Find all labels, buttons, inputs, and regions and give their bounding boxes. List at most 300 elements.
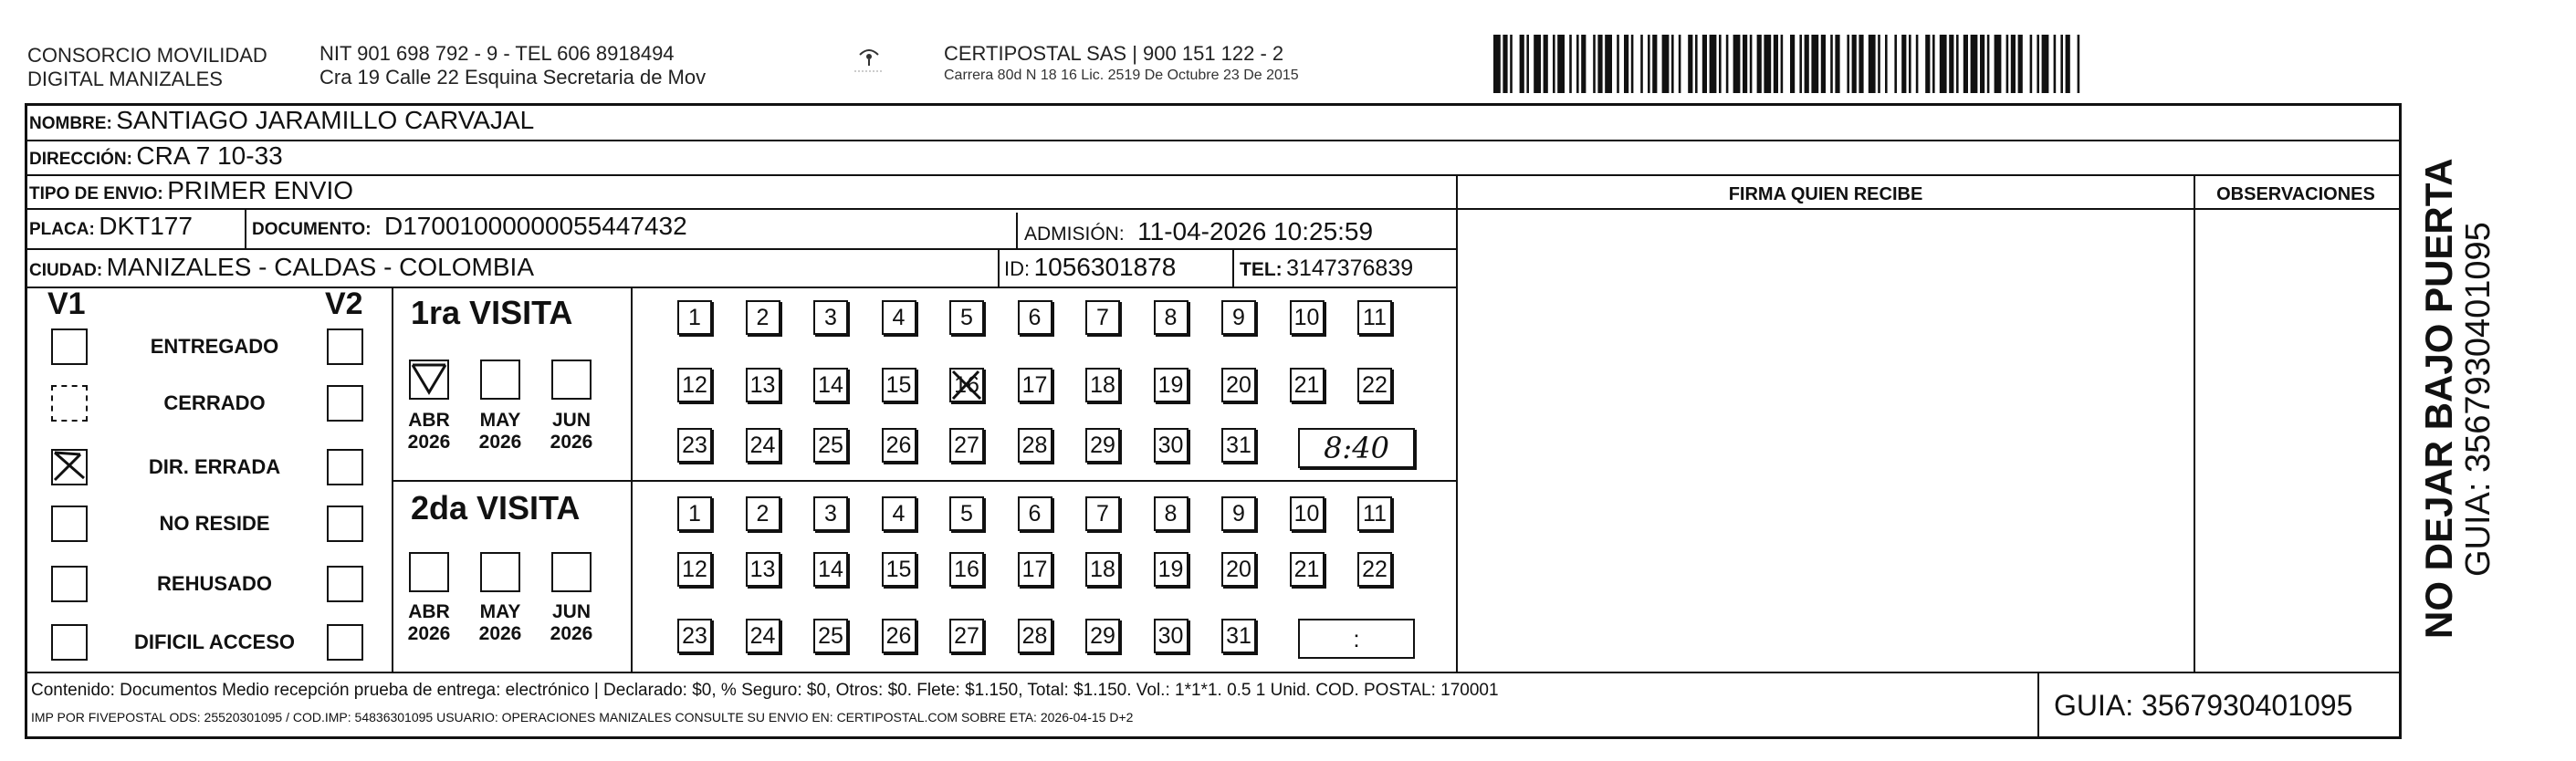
barcode-bar [2078, 35, 2080, 93]
visit1-day-box[interactable] [677, 300, 712, 335]
visit1-day-box[interactable] [949, 368, 984, 402]
month-name: JUN [551, 410, 591, 431]
barcode-bar [1901, 35, 1906, 93]
day-number: 31 [1226, 623, 1251, 649]
barcode-bar [1925, 35, 1930, 93]
visit1-month-label [473, 410, 528, 453]
visit2-day-box[interactable] [882, 619, 916, 653]
barcode-bar [1593, 35, 1596, 93]
company-line1: CONSORCIO MOVILIDAD [27, 44, 267, 67]
company-line2: DIGITAL MANIZALES [27, 68, 223, 90]
day-number: 4 [892, 305, 906, 330]
barcode-bar [1757, 35, 1762, 93]
visit2-day-box[interactable] [1085, 552, 1120, 587]
divider [998, 248, 1000, 287]
barcode-bar [1662, 35, 1670, 93]
month-year: 2026 [478, 623, 522, 644]
day-number: 28 [1021, 433, 1048, 458]
visit2-day-box[interactable] [1154, 619, 1189, 653]
divider [25, 287, 1458, 288]
company-contact [319, 42, 706, 89]
day-number: 24 [749, 433, 776, 458]
divider [1232, 248, 1234, 287]
visit1-day-box[interactable] [1154, 428, 1189, 463]
divider [392, 480, 1458, 482]
day-number: 6 [1028, 501, 1042, 526]
day-number: 23 [682, 623, 707, 649]
barcode-bar [1526, 35, 1529, 93]
day-number: 23 [682, 433, 707, 458]
barcode-bar [1520, 35, 1524, 93]
barcode-bar [1544, 35, 1548, 93]
barcode-bar [1605, 35, 1612, 93]
day-number: 7 [1096, 305, 1109, 330]
address-line: Cra 19 Calle 22 Esquina Secretaria de Mov [319, 66, 707, 89]
cross-mark-icon [951, 370, 982, 401]
visit1-day-box[interactable] [746, 428, 780, 463]
v2-checkbox[interactable] [327, 449, 363, 485]
visit1-time-value: 8:40 [1324, 431, 1389, 465]
status-label: NO RESIDE [159, 512, 270, 535]
barcode-bar [2066, 35, 2070, 93]
barcode-bar [1597, 35, 1602, 93]
visit2-day-box[interactable] [949, 619, 984, 653]
visit1-month-checkbox[interactable] [551, 360, 592, 400]
footer-contenido: Contenido: Documentos Medio recepción prueba de entrega: electrónico | Declarado: $0, % Seguro: $0, Otros: $0. Flete: $1.150, Total: $1.150. Vol.: 1*1*1. 0.5 1 Unid. COD. POSTAL: 170001 [31, 681, 1499, 700]
day-number: 26 [885, 623, 912, 649]
placa-label: PLACA: [29, 220, 95, 239]
divider [25, 248, 1458, 250]
visit2-month-label [544, 601, 599, 645]
month-year: 2026 [550, 623, 593, 644]
visit1-day-box[interactable] [813, 300, 848, 335]
day-number: 22 [1362, 372, 1387, 398]
barcode-bar [1940, 35, 1947, 93]
month-name: ABR [408, 410, 450, 431]
day-number: 21 [1293, 372, 1320, 398]
visit2-day-box[interactable] [1357, 552, 1392, 587]
visit2-day-box[interactable] [746, 552, 780, 587]
day-number: 12 [682, 372, 707, 398]
barcode-bar [1581, 35, 1586, 93]
visit2-month-checkbox[interactable] [409, 552, 449, 592]
barcode-bar [1781, 35, 1784, 93]
visit1-month-checkbox[interactable] [409, 360, 449, 400]
day-number: 28 [1021, 623, 1048, 649]
status-label: ENTREGADO [150, 335, 279, 358]
documento-label: DOCUMENTO: [252, 220, 372, 239]
direccion-row [29, 141, 283, 171]
day-number: 29 [1090, 623, 1115, 649]
visit1-day-box[interactable] [677, 368, 712, 402]
day-number: 3 [824, 305, 837, 330]
barcode-bar [1726, 35, 1729, 93]
day-number: 19 [1157, 372, 1184, 398]
barcode-bar [1790, 35, 1795, 93]
admision-label: ADMISIÓN: [1024, 224, 1125, 245]
barcode-bar [1835, 35, 1839, 93]
visit1-day-box[interactable] [1221, 428, 1256, 463]
barcode-bar [1821, 35, 1826, 93]
nombre-label: NOMBRE: [29, 114, 112, 133]
v2-checkbox[interactable] [327, 506, 363, 542]
month-year: 2026 [407, 623, 451, 644]
day-number: 25 [818, 623, 843, 649]
barcode-bar [1859, 35, 1863, 93]
id-value: 1056301878 [1033, 253, 1177, 281]
visit1-day-box[interactable] [677, 428, 712, 463]
visit1-day-box[interactable] [1085, 368, 1120, 402]
nombre-row [29, 106, 534, 135]
status-label: CERRADO [163, 391, 266, 414]
placa-value: DKT177 [99, 212, 193, 240]
barcode-bar [1617, 35, 1619, 93]
v1-checkbox[interactable] [51, 624, 88, 661]
visit1-day-box[interactable] [1221, 300, 1256, 335]
barcode-bar [1963, 35, 1968, 93]
divider [1016, 213, 1018, 249]
visit2-time-box[interactable] [1298, 619, 1415, 659]
barcode-bar [1695, 35, 1698, 93]
day-number: 21 [1293, 557, 1320, 582]
admision-row [1024, 217, 1373, 246]
barcode-bar [1648, 35, 1650, 93]
barcode-bar [1688, 35, 1692, 93]
barcode-bar [1652, 35, 1657, 93]
visit2-day-box[interactable] [677, 552, 712, 587]
v1-checkbox[interactable] [51, 566, 88, 602]
observaciones-header: OBSERVACIONES [2216, 184, 2375, 204]
visit1-day-box[interactable] [1154, 300, 1189, 335]
visit1-day-box[interactable] [746, 368, 780, 402]
barcode-bar [1624, 35, 1628, 93]
barcode-bar [1493, 35, 1501, 93]
tipo-label: TIPO DE ENVIO: [29, 184, 163, 203]
visit2-day-box[interactable] [1085, 619, 1120, 653]
visit1-day-box[interactable] [813, 368, 848, 402]
side-guia: GUIA: 3567930401095 [2459, 222, 2497, 577]
barcode-bar [1805, 35, 1809, 93]
visit1-day-box[interactable] [882, 300, 916, 335]
day-number: 27 [954, 433, 979, 458]
day-number: 24 [749, 623, 776, 649]
barcode-bar [1949, 35, 1953, 93]
check-mark-icon [411, 361, 447, 398]
barcode-bar [1640, 35, 1643, 93]
status-label: REHUSADO [157, 572, 272, 595]
day-number: 31 [1226, 433, 1251, 458]
carrier-line2: Carrera 80d N 18 16 Lic. 2519 De Octubre 23 De 2015 [944, 68, 1299, 83]
month-name: MAY [479, 410, 521, 431]
barcode-bar [1980, 35, 1984, 93]
v1-checkbox[interactable] [51, 449, 88, 485]
day-number: 16 [954, 557, 979, 582]
month-name: ABR [408, 601, 450, 622]
visit2-title: 2da VISITA [411, 489, 581, 526]
visit2-day-box[interactable] [1221, 552, 1256, 587]
tel-label: TEL: [1240, 259, 1283, 280]
divider [2037, 672, 2039, 739]
v2-checkbox[interactable] [327, 328, 363, 365]
visit2-day-box[interactable] [1290, 496, 1325, 531]
barcode-bar [1764, 35, 1771, 93]
id-label: ID: [1004, 257, 1031, 280]
direccion-label: DIRECCIÓN: [29, 150, 132, 169]
barcode-bar [2011, 35, 2016, 93]
divider [1456, 174, 1458, 672]
ciudad-value: MANIZALES - CALDAS - COLOMBIA [106, 253, 534, 281]
visit2-day-box[interactable] [949, 496, 984, 531]
v1-header: V1 [47, 287, 86, 321]
day-number: 10 [1293, 305, 1320, 330]
side-warning: NO DEJAR BAJO PUERTA [2417, 158, 2460, 639]
visit2-day-box[interactable] [1018, 619, 1052, 653]
visit2-day-box[interactable] [677, 496, 712, 531]
day-number: 17 [1021, 557, 1048, 582]
visit1-time-box[interactable] [1298, 428, 1415, 468]
visit2-day-box[interactable] [813, 552, 848, 587]
divider [25, 140, 2402, 141]
barcode-bar [1510, 35, 1513, 93]
day-number: 5 [960, 305, 973, 330]
visit2-day-box[interactable] [1085, 496, 1120, 531]
barcode-bar [1710, 35, 1717, 93]
firma-header: FIRMA QUIEN RECIBE [1728, 184, 1923, 204]
day-number: 11 [1363, 501, 1387, 526]
visit1-day-box[interactable] [1085, 300, 1120, 335]
barcode-bar [1557, 35, 1565, 93]
footer-guia: GUIA: 3567930401095 [2054, 689, 2353, 722]
visit1-month-checkbox[interactable] [480, 360, 520, 400]
barcode-bar [1830, 35, 1833, 93]
day-number: 18 [1090, 372, 1115, 398]
visit2-month-checkbox[interactable] [551, 552, 592, 592]
month-name: JUN [551, 601, 591, 622]
barcode-bar [1847, 35, 1849, 93]
visit2-day-box[interactable] [1154, 552, 1189, 587]
barcode-bar [2060, 35, 2063, 93]
day-number: 27 [954, 623, 979, 649]
v2-checkbox[interactable] [327, 385, 363, 422]
nombre-value: SANTIAGO JARAMILLO CARVAJAL [116, 106, 535, 134]
day-number: 16 [954, 372, 979, 398]
footer-imp: IMP POR FIVEPOSTAL ODS: 25520301095 / COD.IMP: 54836301095 USUARIO: OPERACIONES MANIZALES CONSULTE SU ENVIO EN: CERTIPOSTAL.COM SOBRE ETA: 2026-04-15 D+2 [31, 710, 1134, 725]
carrier-line1: CERTIPOSTAL SAS | 900 151 122 - 2 [944, 42, 1284, 65]
day-number: 25 [818, 433, 843, 458]
barcode-bar [1774, 35, 1778, 93]
day-number: 17 [1021, 372, 1048, 398]
day-number: 10 [1293, 501, 1320, 526]
tel-row [1240, 255, 1413, 282]
day-number: 5 [960, 501, 973, 526]
month-year: 2026 [407, 432, 451, 453]
barcode-bar [1916, 35, 1919, 93]
day-number: 9 [1232, 501, 1245, 526]
visit1-month-label [402, 410, 456, 453]
visit1-day-box[interactable] [1018, 428, 1052, 463]
barcode [1493, 35, 2224, 93]
day-number: 3 [824, 501, 837, 526]
company-name [27, 44, 267, 91]
month-name: MAY [479, 601, 521, 622]
visit2-day-box[interactable] [1018, 496, 1052, 531]
ciudad-label: CIUDAD: [29, 261, 103, 280]
visit1-day-box[interactable] [1357, 300, 1392, 335]
day-number: 2 [756, 305, 770, 330]
visit2-time-value: : [1353, 625, 1360, 652]
visit2-month-label [473, 601, 528, 645]
day-number: 7 [1096, 501, 1109, 526]
barcode-bar [1799, 35, 1802, 93]
visit1-day-box[interactable] [813, 428, 848, 463]
visit1-day-box[interactable] [1154, 368, 1189, 402]
divider [2194, 174, 2195, 672]
barcode-bar [1743, 35, 1747, 93]
divider [25, 672, 2402, 673]
divider [245, 208, 246, 248]
day-number: 15 [885, 372, 912, 398]
barcode-bar [1679, 35, 1681, 93]
day-number: 2 [756, 501, 770, 526]
barcode-bar [1576, 35, 1579, 93]
visit2-day-box[interactable] [813, 496, 848, 531]
day-number: 14 [818, 557, 843, 582]
barcode-bar [1702, 35, 1707, 93]
divider [392, 287, 393, 672]
visit1-day-box[interactable] [1221, 368, 1256, 402]
barcode-bar [1987, 35, 1990, 93]
visit2-day-box[interactable] [1357, 496, 1392, 531]
barcode-bar [1503, 35, 1507, 93]
barcode-bar [1878, 35, 1880, 93]
visit1-day-box[interactable] [1357, 368, 1392, 402]
visit2-day-box[interactable] [882, 496, 916, 531]
direccion-value: CRA 7 10-33 [136, 141, 283, 170]
day-number: 8 [1164, 305, 1178, 330]
visit2-day-box[interactable] [949, 552, 984, 587]
divider [25, 174, 2402, 176]
visit1-day-box[interactable] [949, 300, 984, 335]
visit1-day-box[interactable] [1290, 368, 1325, 402]
visit2-month-checkbox[interactable] [480, 552, 520, 592]
ciudad-row [29, 253, 534, 282]
barcode-bar [1631, 35, 1634, 93]
day-number: 1 [688, 501, 701, 526]
placa-row [29, 212, 193, 241]
visit1-month-label [544, 410, 599, 453]
day-number: 26 [885, 433, 912, 458]
divider [631, 287, 633, 672]
barcode-bar [1894, 35, 1897, 93]
day-number: 18 [1090, 557, 1115, 582]
v2-header: V2 [325, 287, 363, 321]
visit1-day-box[interactable] [882, 368, 916, 402]
v1-checkbox[interactable] [51, 328, 88, 365]
nit-line: NIT 901 698 792 - 9 - TEL 606 8918494 [319, 42, 675, 65]
visit2-day-box[interactable] [746, 496, 780, 531]
barcode-bar [2030, 35, 2033, 93]
v2-checkbox[interactable] [327, 624, 363, 661]
visit1-title: 1ra VISITA [411, 294, 573, 331]
visit1-day-box[interactable] [949, 428, 984, 463]
day-number: 11 [1363, 305, 1387, 330]
day-number: 12 [682, 557, 707, 582]
barcode-bar [2054, 35, 2057, 93]
visit2-day-box[interactable] [1018, 552, 1052, 587]
month-year: 2026 [550, 432, 593, 453]
divider [1458, 208, 2402, 210]
barcode-bar [1733, 35, 1741, 93]
barcode-bar [1995, 35, 2002, 93]
day-number: 8 [1164, 501, 1178, 526]
barcode-bar [1553, 35, 1555, 93]
v1-checkbox[interactable] [51, 385, 88, 422]
visit1-day-box[interactable] [1018, 368, 1052, 402]
visit2-day-box[interactable] [882, 552, 916, 587]
v1-checkbox[interactable] [51, 506, 88, 542]
visit1-day-box[interactable] [882, 428, 916, 463]
barcode-bar [1750, 35, 1753, 93]
barcode-bar [2037, 35, 2039, 93]
carrier-logo-icon [851, 44, 887, 75]
barcode-bar [1956, 35, 1959, 93]
tipo-row [29, 176, 353, 205]
day-number: 13 [749, 372, 776, 398]
visit1-day-box[interactable] [1018, 300, 1052, 335]
day-number: 29 [1090, 433, 1115, 458]
barcode-bar [2042, 35, 2049, 93]
month-year: 2026 [478, 432, 522, 453]
visit1-day-box[interactable] [746, 300, 780, 335]
day-number: 15 [885, 557, 912, 582]
barcode-bar [1909, 35, 1911, 93]
day-number: 20 [1226, 372, 1251, 398]
visit2-day-box[interactable] [1221, 619, 1256, 653]
barcode-bar [1671, 35, 1674, 93]
v2-checkbox[interactable] [327, 566, 363, 602]
day-number: 1 [688, 305, 701, 330]
status-label: DIFICIL ACCESO [133, 631, 295, 653]
barcode-bar [2006, 35, 2009, 93]
barcode-bar [1534, 35, 1541, 93]
tel-value: 3147376839 [1286, 255, 1414, 281]
barcode-bar [2018, 35, 2023, 93]
status-label: DIR. ERRADA [148, 455, 281, 478]
day-number: 30 [1157, 433, 1184, 458]
documento-row [252, 212, 687, 241]
id-row [1004, 253, 1176, 282]
visit2-day-box[interactable] [813, 619, 848, 653]
tipo-value: PRIMER ENVIO [167, 176, 354, 204]
day-number: 19 [1157, 557, 1184, 582]
visit2-day-box[interactable] [746, 619, 780, 653]
barcode-bar [1811, 35, 1818, 93]
day-number: 14 [818, 372, 843, 398]
visit1-day-box[interactable] [1085, 428, 1120, 463]
visit2-day-box[interactable] [1221, 496, 1256, 531]
barcode-bar [1971, 35, 1978, 93]
barcode-bar [1569, 35, 1572, 93]
day-number: 9 [1232, 305, 1245, 330]
documento-value: D17001000000055447432 [384, 212, 687, 240]
visit1-day-box[interactable] [1290, 300, 1325, 335]
visit2-day-box[interactable] [1154, 496, 1189, 531]
day-number: 4 [892, 501, 906, 526]
barcode-bar [1885, 35, 1888, 93]
visit2-day-box[interactable] [1290, 552, 1325, 587]
carrier-info [944, 42, 1299, 84]
visit2-day-box[interactable] [677, 619, 712, 653]
